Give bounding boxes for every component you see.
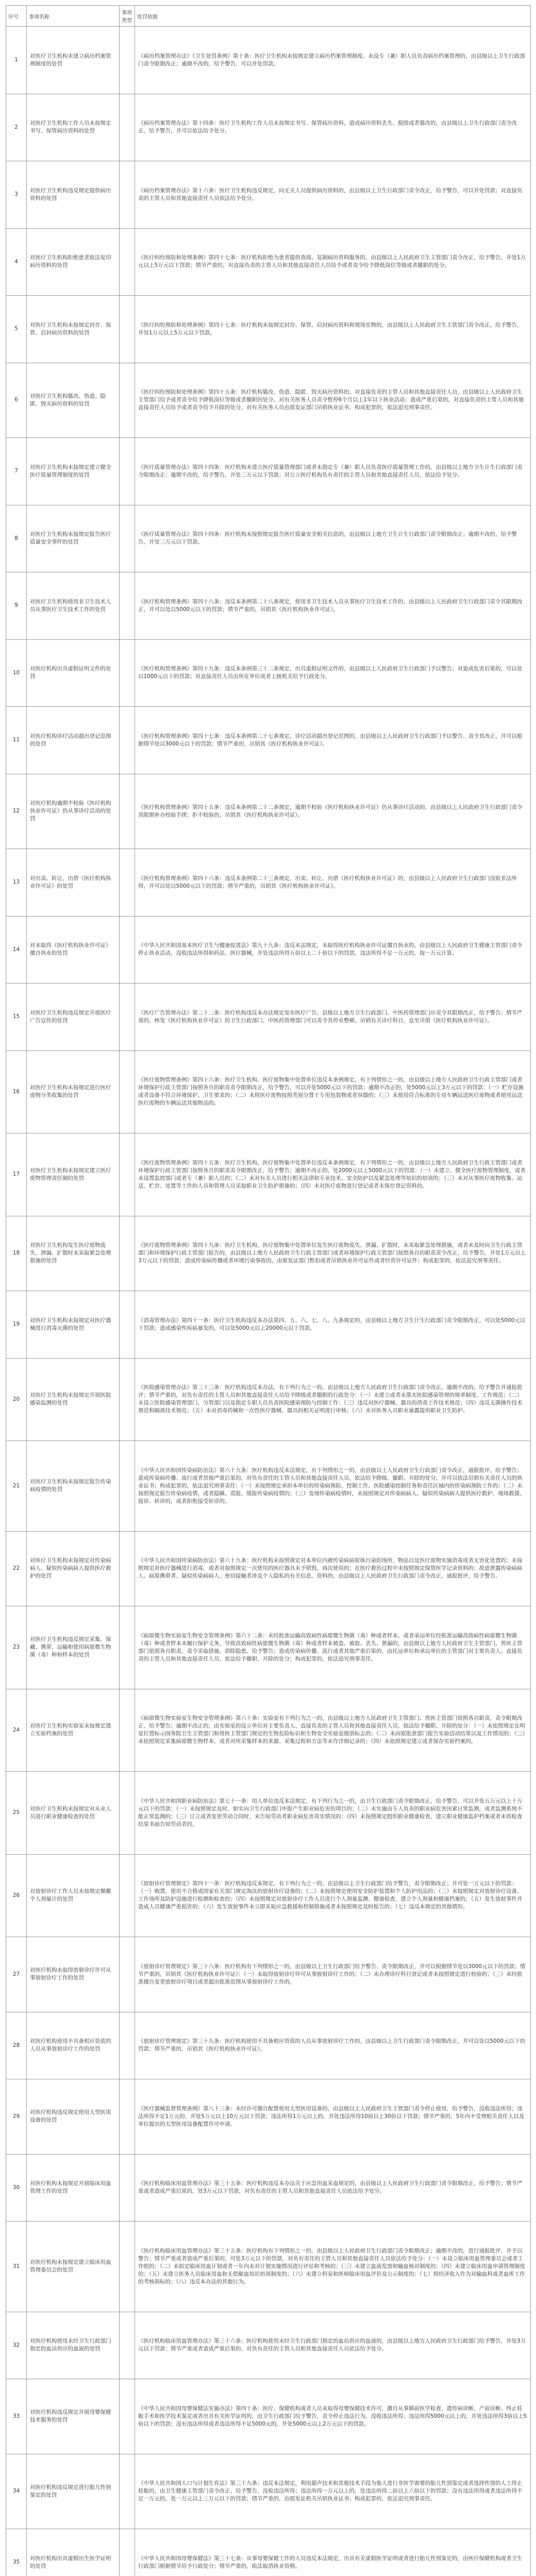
cell-type	[120, 1689, 135, 1772]
cell-basis: 《医疗机构管理条例》第四十八条：违反本条例第二十八条规定，使用非卫生技术人员从事医疗卫生技术工作的，由县级以上人民政府卫生行政部门责令其限期改正，并可以处以5000元以下的罚款；情节严重的，吊销其《医疗机构执业许可证》。	[135, 572, 531, 640]
cell-item: 对医疗卫生机构使用非卫生技术人员从事医疗卫生技术工作的处罚	[27, 572, 120, 640]
cell-no: 5	[6, 296, 27, 363]
cell-type	[120, 1606, 135, 1689]
cell-item: 对放射诊疗工作人员未按规定佩戴个人剂量计的处罚	[27, 1854, 120, 1937]
cell-basis: 《中华人民共和国传染病防治法》第六十九条：医疗机构违反本法规定，有下列情形之一的，由县级以上人民政府卫生行政部门责令改正，通报批评，给予警告；造成传染病传播、流行或者其他严重后果的，对负有责任的主管人员和其他直接责任人员，依法给予降级、撤职、开除的处分，并可以依法吊销有关责任人员的执业证书；构成犯罪的，依法追究刑事责任：（一）未按照规定承担本单位的传染病预防、控制工作、医院感染控制任务和责任区域内的传染病预防工作的；（二）未按照规定报告传染病疫情，或者隐瞒、谎报、缓报传染病疫情的；（三）发现传染病疫情时，未按照规定对传染病病人、疑似传染病病人提供医疗救护、现场救援、接诊、转诊的，或者拒绝接受转诊的。	[135, 1441, 531, 1532]
cell-no: 25	[6, 1772, 27, 1855]
penalty-table	[6, 5, 531, 2576]
cell-type	[120, 1772, 135, 1855]
table-row	[6, 1441, 531, 1532]
cell-item: 对医疗卫生机构未按规定封存、保管、启封病历资料的处罚	[27, 296, 120, 363]
cell-basis: 《医疗纠纷预防和处理条例》第四十七条：医疗机构拒绝为患者提供查阅、复制病历资料服务的，由县级以上人民政府卫生主管部门责令改正，给予警告，并处1万元以上5万元以下罚款；情节严重的，对直接负责的主管人员和其他直接责任人员给予或者责令给予降低岗位等级或者撤职的处分。	[135, 228, 531, 296]
cell-item: 对医疗机构违反规定开展母婴保健技术服务的处罚	[27, 2379, 120, 2454]
cell-no: 12	[6, 774, 27, 849]
cell-item: 对医疗卫生机构未按规定报告医疗质量安全事件的处罚	[27, 505, 120, 572]
cell-item: 对医疗机构出具虚假出生医学证明的处罚	[27, 2529, 120, 2576]
cell-basis: 《医疗机构临床用血管理办法》第三十五条：医疗机构有下列情形之一的，由县级以上人民政府卫生行政部门责令限期改正；逾期不改的，进行通报批评，并予以警告；情节严重或者造成严重后果的，可处3万元以下的罚款，对负有责任的主管人员和其他直接责任人员依法给予处分：（一）未设立临床用血管理委员会或者工作组的；（二）未拟定临床用血计划或者一年内未对计划实施情况进行评估和考核的；（三）未建立血液发放和输血核对制度的；（四）未建立临床用血申请管理制度的；（五）未建立医务人员临床用血和无偿献血知识培训制度的；（六）未建立科室和医师临床用血评价及公示制度的；（七）将经济收入作为对输血科或者血库工作的考核指标的；（八）违反本办法的其他行为。	[135, 2222, 531, 2312]
cell-no: 31	[6, 2222, 27, 2312]
cell-type	[120, 572, 135, 640]
cell-basis: 《医疗废物管理条例》第四十五条：医疗卫生机构、医疗废物集中处置单位违反本条例规定，有下列情形之一的，由县级以上地方人民政府卫生行政主管部门或者环境保护行政主管部门按照各自的职责责令限期改正，给予警告；逾期不改正的，处2000元以上5000元以下的罚款：（一）未建立、健全医疗废物管理制度，或者未设置监控部门或者专（兼）职人员的；（二）未对有关人员进行相关法律和专业技术、安全防护以及紧急处理等知识的培训的；（三）未对从事医疗废物收集、运送、贮存、处置等工作的人员和管理人员采取职业卫生防护措施的；（四）未对医疗废物进行登记或者未保存登记资料的。	[135, 1133, 531, 1216]
header-no: 序号	[6, 6, 27, 27]
cell-basis: 《医疗质量管理办法》第四十四条：医疗机构未按照规定报告医疗质量安全相关信息的，由县级以上地方卫生计生行政部门责令限期改正；逾期不改的，给予警告，并处三万元以下罚款。	[135, 505, 531, 572]
table-row	[6, 505, 531, 572]
cell-item: 对医疗机构使用未经卫生行政部门指定的血站供应的血液的处罚	[27, 2312, 120, 2379]
cell-no: 14	[6, 916, 27, 984]
cell-no: 13	[6, 849, 27, 917]
table-row	[6, 2012, 531, 2079]
cell-basis: 《医疗机构临床用血管理办法》第三十五条：医疗机构违反本办法关于应急用血采血规定的，由县级以上人民政府卫生行政部门责令限期改正，给予警告；情节严重或者造成严重后果的，处3万元以下罚款，对负有责任的主管人员和其他直接责任人员依法给予处分。	[135, 2154, 531, 2222]
cell-type	[120, 161, 135, 229]
table-row	[6, 1689, 531, 1772]
table-row	[6, 161, 531, 229]
table-row	[6, 1358, 531, 1441]
cell-basis: 《医疗机构临床用血管理办法》第三十六条：医疗机构使用未经卫生行政部门指定的血站供应的血液的，由县级以上地方人民政府卫生行政部门给予警告，并处3万元以下罚款；情节严重或者造成严重后果的，对负有责任的主管人员和其他直接责任人员依法给予处分。	[135, 2312, 531, 2379]
cell-item: 对未取得《医疗机构执业许可证》擅自执业的处罚	[27, 916, 120, 984]
cell-type	[120, 1358, 135, 1441]
cell-basis: 《病原微生物实验室生物安全管理条例》第六十二条：未经批准运输高致病性病原微生物菌（毒）种或者样本，或者承运单位经批准运输高致病性病原微生物菌（毒）种或者样本未履行保护义务，导致高致病性病原微生物菌（毒）种或者样本被盗、被抢、丢失、泄漏的，由县级以上地方人民政府卫生主管部门、兽医主管部门依照各自职责，责令采取措施，消除隐患，给予警告；造成传染病传播、流行或者其他严重后果的，由托运单位和承运单位的主管部门对主要负责人、直接负责的主管人员和其他直接责任人员，依法给予撤职、开除的处分；构成犯罪的，依法追究刑事责任。	[135, 1606, 531, 1689]
cell-item: 对医疗卫生机构篡改、伪造、隐匿、毁灭病历资料的处罚	[27, 363, 120, 438]
cell-type	[120, 1291, 135, 1359]
table-row	[6, 363, 531, 438]
table-header-row	[6, 6, 531, 27]
table-row	[6, 707, 531, 774]
table-row	[6, 296, 531, 363]
cell-no: 22	[6, 1531, 27, 1606]
cell-basis: 《消毒管理办法》第四十一条：医疗卫生机构违反本办法第四、五、六、七、八、九条规定的，由县级以上地方卫生计生行政部门责令限期改正，可以处5000元以下罚款；造成感染性疾病暴发的，可以处5000元以上20000元以下罚款。	[135, 1291, 531, 1359]
cell-no: 19	[6, 1291, 27, 1359]
table-row	[6, 2154, 531, 2222]
cell-no: 10	[6, 639, 27, 707]
cell-type	[120, 2154, 135, 2222]
table-row	[6, 1937, 531, 2012]
cell-basis: 《医疗器械监督管理条例》第八十三条：未经许可擅自配置使用大型医用设备的，由县级以上人民政府卫生主管部门责令停止使用，给予警告，没收违法所得；违法所得不足1万元的，并处5万元以上10万元以下罚款；违法所得1万元以上的，并处违法所得10倍以上30倍以下罚款；情节严重的，5年内不受理相关责任人以及单位提出的大型医用设备配置许可申请。	[135, 2079, 531, 2155]
cell-no: 16	[6, 1050, 27, 1133]
table-row	[6, 984, 531, 1051]
cell-type	[120, 94, 135, 161]
cell-basis: 《医疗废物管理条例》第四十六条：医疗卫生机构、医疗废物集中处置单位违反本条例规定，有下列情形之一的，由县级以上地方人民政府卫生行政主管部门或者环境保护行政主管部门按照各自的职责责令限期改正，给予警告，可以并处5000元以下的罚款；逾期不改正的，处5000元以上3万元以下的罚款：（一）贮存设施或者设备不符合环境保护、卫生要求的；（二）未将医疗废物按照类别分置于专用包装物或者容器的；（三）未使用符合标准的专用车辆运送医疗废物或者使用运送医疗废物的车辆运送其他物品的。	[135, 1050, 531, 1133]
cell-basis: 《医疗机构管理条例》第四十六条：违反本条例第二十三条规定，出卖、转让、出借《医疗机构执业许可证》的，由县级以上人民政府卫生行政部门没收非法所得，并可以处以5000元以下的罚款；情节严重的，吊销其《医疗机构执业许可证》。	[135, 849, 531, 917]
cell-basis: 《中华人民共和国人口与计划生育法》第三十九条：违反本法规定，利用超声技术和其他技术手段为他人进行非医学需要的胎儿性别鉴定或者选择性别的人工终止妊娠的，由卫生健康主管部门责令改正，给予警告，没收违法所得；违法所得一万元以上的，处违法所得二倍以上六倍以下的罚款；没有违法所得或者违法所得不足一万元的，处一万元以上三万元以下的罚款；情节严重的，由原发证机关吊销执业证书；构成犯罪的，依法追究刑事责任。	[135, 2454, 531, 2529]
cell-item: 对医疗卫生机构违反规定开展医疗广告宣传的处罚	[27, 984, 120, 1051]
cell-basis: 《医疗广告管理办法》第二十二条：医疗机构违反本办法规定发布医疗广告，县级以上地方卫生行政部门、中医药管理部门应责令其限期改正，给予警告；情节严重的，核发《医疗机构执业许可证》的卫生行政部门、中医药管理部门可以责令其停业整顿、吊销有关诊疗科目，直至吊销《医疗机构执业许可证》。	[135, 984, 531, 1051]
cell-type	[120, 2529, 135, 2576]
cell-no: 6	[6, 363, 27, 438]
cell-type	[120, 363, 135, 438]
cell-basis: 《中华人民共和国职业病防治法》第七十一条：用人单位违反本法规定，有下列行为之一的，由卫生行政部门责令限期改正，给予警告，可以并处五万元以上十万元以下的罚款：（一）未按照规定及时、如实向卫生行政部门申报产生职业病危害的项目的；（二）未实施由专人负责的职业病危害因素日常监测，或者监测系统不能正常监测的；（三）订立或者变更劳动合同时，未告知劳动者职业病危害真实情况的；（四）未按照规定组织职业健康检查、建立职业健康监护档案或者未将检查结果书面告知劳动者的。	[135, 1772, 531, 1855]
cell-type	[120, 774, 135, 849]
cell-type	[120, 916, 135, 984]
cell-no: 8	[6, 505, 27, 572]
cell-basis: 《医疗质量管理办法》第四十四条：医疗机构未建立医疗质量管理部门或者未指定专（兼）职人员负责医疗质量管理工作的，由县级以上地方卫生计生行政部门责令限期改正；逾期不改的，给予警告，并处三万元以下罚款；对公立医疗机构负有责任的主管人员和其他直接责任人员，依法给予处分。	[135, 438, 531, 505]
cell-type	[120, 849, 135, 917]
cell-no: 3	[6, 161, 27, 229]
cell-basis: 《医疗纠纷预防和处理条例》第四十五条：医疗机构篡改、伪造、隐匿、毁灭病历资料的，对直接负责的主管人员和其他直接责任人员，由县级以上人民政府卫生主管部门给予或者责令给予降低岗位等级或者撤职的处分，对有关医务人员责令暂停6个月以上1年以下执业活动；造成严重后果的，对直接负责的主管人员和其他直接责任人员给予或者责令给予开除的处分，对有关医务人员由原发证部门吊销执业证书；构成犯罪的，依法追究刑事责任。	[135, 363, 531, 438]
cell-no: 23	[6, 1606, 27, 1689]
cell-item: 对医疗卫生机构未按规定建立健全医疗质量管理制度的处罚	[27, 438, 120, 505]
cell-type	[120, 2079, 135, 2155]
cell-item: 对医疗机构违反规定进行胎儿性别鉴定的处罚	[27, 2454, 120, 2529]
table-row	[6, 639, 531, 707]
cell-no: 20	[6, 1358, 27, 1441]
cell-type	[120, 1216, 135, 1291]
cell-item: 对医疗卫生机构未按规定对从业人员进行职业健康检查的处罚	[27, 1772, 120, 1855]
table-row	[6, 1216, 531, 1291]
table-row	[6, 438, 531, 505]
cell-basis: 《病历档案管理办法》《卫生处罚条例》第十条：医疗卫生机构未按规定建立病历档案管理制度、未设专（兼）职人员负责病历档案管理的，由县级以上卫生行政部门责令限期改正；逾期不改的，给予警告，可以并处罚款。	[135, 27, 531, 94]
cell-type	[120, 1441, 135, 1532]
cell-no: 9	[6, 572, 27, 640]
table-row	[6, 2454, 531, 2529]
cell-no: 7	[6, 438, 27, 505]
cell-item: 对医疗机构出具虚假证明文件的处罚	[27, 639, 120, 707]
cell-item: 对医疗卫生机构未按规定对医疗器械进行消毒灭菌的处罚	[27, 1291, 120, 1359]
cell-no: 24	[6, 1689, 27, 1772]
cell-type	[120, 1133, 135, 1216]
cell-no: 4	[6, 228, 27, 296]
cell-basis: 《医疗机构管理条例》第四十九条：违反本条例第三十二条规定，出具虚假证明文件的，由县级以上人民政府卫生行政部门予以警告；对造成危害后果的，可以处以1000元以下的罚款；对直接责任人员由所在单位或者上级机关给予行政处分。	[135, 639, 531, 707]
cell-basis: 《医疗机构管理条例》第四十五条：违反本条例第二十二条规定，逾期不校验《医疗机构执业许可证》仍从事诊疗活动的，由县级以上人民政府卫生行政部门责令其限期补办校验手续；拒不校验的，吊销其《医疗机构执业许可证》。	[135, 774, 531, 849]
cell-type	[120, 228, 135, 296]
cell-type	[120, 707, 135, 774]
cell-no: 30	[6, 2154, 27, 2222]
table-row	[6, 228, 531, 296]
cell-item: 对医疗机构使用不具备相应资质的人员从事放射诊疗工作的处罚	[27, 2012, 120, 2079]
cell-no: 18	[6, 1216, 27, 1291]
cell-type	[120, 984, 135, 1051]
table-row	[6, 1606, 531, 1689]
cell-type	[120, 2312, 135, 2379]
cell-basis: 《中华人民共和国传染病防治法》第六十九条：医疗机构未按照规定对本单位内被传染病病原体污染的场所、物品以及医疗废物实施消毒或者无害化处置的；未按照规定对医疗器械进行消毒，或者对按照规定一次使用的医疗器具未予销毁，再次使用的；在医疗救治过程中未按照规定保管医学记录资料的；故意泄露传染病病人、病原携带者、疑似传染病病人、密切接触者涉及个人隐私的有关信息、资料的，由县级以上人民政府卫生行政部门责令改正，通报批评，给予警告。	[135, 1531, 531, 1606]
table-body	[6, 27, 531, 2576]
cell-type	[120, 639, 135, 707]
cell-no: 28	[6, 2012, 27, 2079]
cell-item: 对医疗卫生机构未建立病历档案管理制度的处罚	[27, 27, 120, 94]
cell-item: 对医疗卫生机构未按规定建立医疗废物管理责任制的处罚	[27, 1133, 120, 1216]
table-row	[6, 1854, 531, 1937]
cell-no: 33	[6, 2379, 27, 2454]
cell-type	[120, 296, 135, 363]
cell-no: 11	[6, 707, 27, 774]
table-row	[6, 2379, 531, 2454]
cell-item: 对医疗卫生机构未按规定报告传染病疫情的处罚	[27, 1441, 120, 1532]
cell-basis: 《放射诊疗管理规定》第三十九条：医疗机构使用不具备相应资质的人员从事放射诊疗工作的，由县级以上卫生行政部门责令限期改正，并可以处以5000元以下的罚款；情节严重的，吊销其《医疗机构执业许可证》。	[135, 2012, 531, 2079]
cell-no: 32	[6, 2312, 27, 2379]
cell-item: 对医疗机构未按规定开展临床用血管理工作的处罚	[27, 2154, 120, 2222]
table-row	[6, 2529, 531, 2576]
cell-type	[120, 2454, 135, 2529]
table-row	[6, 2079, 531, 2155]
cell-type	[120, 1050, 135, 1133]
cell-item: 对医疗机构诊疗活动超出登记范围的处罚	[27, 707, 120, 774]
cell-item: 对医疗卫生机构未按规定对传染病病人、疑似传染病病人提供医疗救护的处罚	[27, 1531, 120, 1606]
header-basis: 处罚依据	[135, 6, 531, 27]
cell-item: 对医疗机构未按规定建立临床用血管理委员会的处罚	[27, 2222, 120, 2312]
cell-item: 对医疗卫生机构未按规定进行医疗废物分类收集的处罚	[27, 1050, 120, 1133]
cell-no: 17	[6, 1133, 27, 1216]
cell-item: 对医疗卫生机构未按规定开展医院感染监测的处罚	[27, 1358, 120, 1441]
table-row	[6, 1133, 531, 1216]
cell-no: 21	[6, 1441, 27, 1532]
cell-item: 对医疗卫生机构工作人员未按规定书写、保管病历资料的处罚	[27, 94, 120, 161]
cell-no: 1	[6, 27, 27, 94]
cell-basis: 《病历档案管理办法》第十四条：医疗卫生机构工作人员未按规定书写、保管病历资料，造成病历资料丢失、损毁或者篡改的，由县级以上卫生行政部门责令改正，给予警告，并可以依法给予处分。	[135, 94, 531, 161]
cell-type	[120, 505, 135, 572]
cell-item: 对医疗机构逾期不校验《医疗机构执业许可证》仍从事诊疗活动的处罚	[27, 774, 120, 849]
table-row	[6, 1531, 531, 1606]
cell-type	[120, 2379, 135, 2454]
cell-item: 对医疗机构违反规定使用大型医用设备的处罚	[27, 2079, 120, 2155]
cell-no: 15	[6, 984, 27, 1051]
cell-item: 对医疗卫生机构违反规定采集、保藏、携带、运输和使用病原微生物菌（毒）种和样本的处罚	[27, 1606, 120, 1689]
cell-no: 2	[6, 94, 27, 161]
cell-basis: 《病历档案管理办法》第十六条：医疗卫生机构违反规定，向无关人员提供病历资料的，由县级以上卫生行政部门责令改正，给予警告，可以并处罚款；对直接负责的主管人员和其他直接责任人员依法给予处分。	[135, 161, 531, 229]
cell-basis: 《医疗机构管理条例》第四十七条：违反本条例第二十七条规定，诊疗活动超出登记范围的，由县级以上人民政府卫生行政部门予以警告、责令其改正，并可以根据情节处以3000元以下的罚款；情节严重的，吊销其《医疗机构执业许可证》。	[135, 707, 531, 774]
cell-type	[120, 1937, 135, 2012]
cell-item: 对医疗机构未取得放射诊疗许可从事放射诊疗工作的处罚	[27, 1937, 120, 2012]
cell-basis: 《放射诊疗管理规定》第四十一条：医疗机构违反本规定，有下列行为之一的，由县级以上卫生行政部门给予警告，责令限期改正；并可处一万元以下的罚款：（一）购置、使用不合格或国家有关部门规定淘汰的放射诊疗设备的；（二）未按照规定使用安全防护装置和个人防护用品的；（三）未按照规定对放射诊疗设备、工作场所及防护设施进行检测和检查的；（四）未按照规定对放射诊疗工作人员进行个人剂量监测、健康检查、建立个人剂量和健康档案的；（五）发生放射事件并造成人员健康严重损害的；（六）发生放射事件未立即采取应急救援和控制措施或者未按照规定及时报告的；（七）违反本规定的其他情形。	[135, 1854, 531, 1937]
table-row	[6, 94, 531, 161]
cell-item: 对医疗卫生机构拒绝患者依法复印病历资料的处罚	[27, 228, 120, 296]
table-row	[6, 572, 531, 640]
table-row	[6, 2222, 531, 2312]
cell-basis: 《病原微生物实验室生物安全管理条例》第六十条：实验室有下列行为之一的，由县级以上地方人民政府卫生主管部门、兽医主管部门依照各自职责，责令限期改正，给予警告；逾期不改正的，由实验室的设立单位对主要负责人、直接负责的主管人员和其他直接责任人员，依法给予撤职、开除的处分：（一）未依照规定在明显位置标示国务院卫生主管部门和兽医主管部门规定的生物危险标识和生物安全实验室级别标志的；（二）未向原批准部门报告实验活动结果以及工作情况的；（三）未依照规定采集病原微生物样本，或者对所采集样本的来源、采集过程和方法等未作详细记录的；（四）未依照规定建立或者保存实验档案的。	[135, 1689, 531, 1772]
cell-basis: 《医院感染管理办法》第三十三条：医疗机构违反本办法，有下列行为之一的，由县级以上地方人民政府卫生行政部门责令改正，逾期不改的，给予警告并通报批评；情节严重的，对负有责任的主管人员和其他直接责任人员给予降级或者撤职的行政处分：（一）未建立或者未落实医院感染管理的规章制度、工作规范；（二）未设立医院感染管理部门、分管部门以及指定专职人员负责医院感染预防与控制工作；（三）违反对医疗器械、器具的消毒工作技术规范；（四）违反无菌操作技术规范和隔离技术规范；（五）未对消毒药械和一次性医疗器械、器具的相关证明进行审核；（六）未对医务人员职业暴露提供职业卫生防护。	[135, 1358, 531, 1441]
cell-basis: 《中华人民共和国基本医疗卫生与健康促进法》第九十九条：违反本法规定，未取得医疗机构执业许可证擅自执业的，由县级以上人民政府卫生健康主管部门责令停止执业活动，没收违法所得和药品、医疗器械，并处违法所得五倍以上二十倍以下的罚款，违法所得不足一万元的，按一万元计算。	[135, 916, 531, 984]
cell-type	[120, 2012, 135, 2079]
table-row	[6, 2312, 531, 2379]
table-row	[6, 774, 531, 849]
cell-item: 对医疗卫生机构实验室未按规定建立实验档案的处罚	[27, 1689, 120, 1772]
cell-item: 对出卖、转让、出借《医疗机构执业许可证》的处罚	[27, 849, 120, 917]
cell-no: 29	[6, 2079, 27, 2155]
cell-no: 27	[6, 1937, 27, 2012]
cell-item: 对医疗卫生机构违反规定提供病历资料的处罚	[27, 161, 120, 229]
cell-type	[120, 27, 135, 94]
cell-basis: 《医疗纠纷预防和处理条例》第四十七条：医疗机构未按规定封存、保管、启封病历资料和现场实物的，由县级以上人民政府卫生主管部门责令改正，给予警告，并处1万元以上5万元以下罚款。	[135, 296, 531, 363]
cell-type	[120, 438, 135, 505]
table-row	[6, 1050, 531, 1133]
cell-basis: 《医疗废物管理条例》第四十九条：医疗卫生机构、医疗废物集中处置单位发生医疗废物流失、泄漏、扩散时，未采取紧急处理措施，或者未及时向卫生行政主管部门和环境保护行政主管部门报告的，由县级以上地方人民政府卫生行政主管部门或者环境保护行政主管部门按照各自的职责责令改正，给予警告，并处1万元以上3万元以下的罚款；造成传染病传播或者环境污染事故的，由原发证部门暂扣或者吊销执业许可证件或者经营许可证件；构成犯罪的，依法追究刑事责任。	[135, 1216, 531, 1291]
header-item: 事项名称	[27, 6, 120, 27]
cell-item: 对医疗卫生机构发生医疗废物流失、泄漏、扩散时未采取紧急处理措施的处罚	[27, 1216, 120, 1291]
table-row	[6, 27, 531, 94]
cell-basis: 《中华人民共和国母婴保健法实施办法》第四十条：医疗、保健机构或者人员未取得母婴保健技术许可，擅自从事婚前医学检查、遗传病诊断、产前诊断、终止妊娠手术和医学技术鉴定或者出具有关医学证明的，由卫生行政部门给予警告，责令停止违法行为，没收违法所得；违法所得5000元以上的，并处违法所得3倍以上5倍以下的罚款；没有违法所得或者违法所得不足5000元的，并处5000元以上2万元以下的罚款。	[135, 2379, 531, 2454]
table-row	[6, 849, 531, 917]
header-type: 事项类型	[120, 6, 135, 27]
cell-basis: 《中华人民共和国母婴保健法》第三十七条：从事母婴保健工作的人员违反本法规定，出具有关虚假医学证明或者进行胎儿性别鉴定的，由医疗保健机构或者卫生行政部门根据情节给予行政处分；情节严重的，依法取消执业资格。	[135, 2529, 531, 2576]
cell-no: 34	[6, 2454, 27, 2529]
document-page	[6, 5, 530, 2576]
cell-no: 26	[6, 1854, 27, 1937]
table-row	[6, 1772, 531, 1855]
table-row	[6, 916, 531, 984]
cell-type	[120, 1531, 135, 1606]
table-row	[6, 1291, 531, 1359]
cell-no: 35	[6, 2529, 27, 2576]
cell-type	[120, 2222, 135, 2312]
cell-type	[120, 1854, 135, 1937]
cell-basis: 《放射诊疗管理规定》第三十八条：医疗机构有下列情形之一的，由县级以上卫生行政部门给予警告、责令限期改正，并可以根据情节处以3000元以下的罚款；情节严重的，吊销其《医疗机构执业许可证》：（一）未取得放射诊疗许可从事放射诊疗工作的；（二）未办理诊疗科目登记或者未按照规定进行校验的；（三）未经批准擅自变更放射诊疗项目或者超出批准范围从事放射诊疗工作的。	[135, 1937, 531, 2012]
